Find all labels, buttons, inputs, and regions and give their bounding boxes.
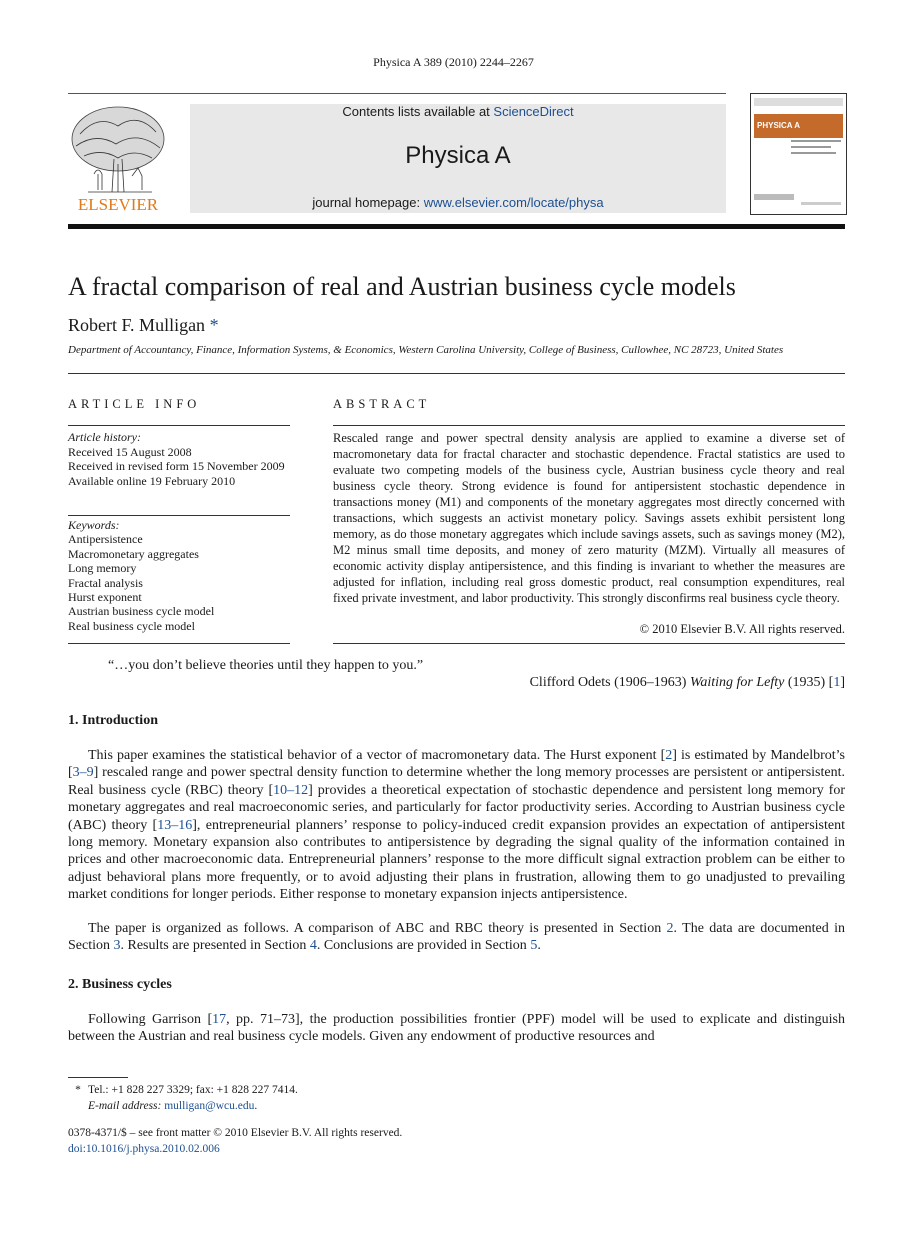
footnote (68, 1082, 298, 1114)
keyword: Austrian business cycle model (68, 604, 215, 619)
reference-link[interactable]: 13–16 (157, 817, 193, 833)
footnote-mark: * (75, 1084, 81, 1096)
epigraph-year: (1935) [ (784, 675, 834, 690)
body-text-run: . (537, 938, 541, 954)
keyword: Long memory (68, 561, 137, 576)
sciencedirect-link[interactable]: ScienceDirect (493, 104, 574, 119)
epigraph-work: Waiting for Lefty (689, 675, 785, 690)
reference-link[interactable]: 2 (665, 748, 673, 763)
meta-rule (68, 373, 845, 374)
body-text-run: This paper examines the statistical behavior of a vector of macromonetary data. The Hurst exponent [ (88, 748, 666, 763)
keyword: Hurst exponent (68, 590, 142, 605)
body-text-run: , pp. 71–73], the production possibilities frontier (PPF) model will be used to explicate and distinguish between the Austrian and real business cycle models. Given any endowment of productive resources and (68, 1012, 845, 1045)
affiliation: Department of Accountancy, Finance, Information Systems, & Economics, Western Carolina University, College of Business, Cullowhee, NC 28723, United States (68, 344, 784, 356)
svg-text:ELSEVIER: ELSEVIER (77, 195, 159, 214)
epigraph-close: ] (840, 675, 845, 690)
info-rule (68, 425, 290, 426)
abstract-rule (333, 425, 845, 426)
journal-cover-thumbnail (750, 93, 847, 215)
epigraph-author: Clifford Odets (1906–1963) (529, 675, 690, 690)
history-item: Received 15 August 2008 (68, 444, 192, 459)
author-line (68, 315, 219, 336)
epigraph-attribution (333, 675, 845, 691)
article-title: A fractal comparison of real and Austrian business cycle models (68, 272, 736, 301)
body-text-run: . Results are presented in Section (120, 938, 310, 954)
issn-line: 0378-4371/$ – see front matter © 2010 Elsevier B.V. All rights reserved. (68, 1127, 403, 1139)
history-item: Received in revised form 15 November 2009 (68, 459, 285, 473)
body-text-run: Following Garrison [ (88, 1012, 213, 1027)
header-thick-rule (68, 224, 845, 229)
elsevier-logo (68, 104, 168, 214)
body-paragraph (68, 747, 845, 904)
abstract-copyright: © 2010 Elsevier B.V. All rights reserved. (639, 622, 845, 636)
body-text-run: ] rescaled range and power spectral density function to determine whether the long memory processes are persistent or antipersistent. Real business cycle (RBC) theory [ (68, 765, 845, 798)
keyword: Real business cycle model (68, 618, 195, 633)
abstract-rule (333, 643, 845, 644)
reference-link[interactable]: 3–9 (72, 765, 94, 781)
homepage-prefix: journal homepage: (312, 195, 424, 210)
reference-link[interactable]: 1 (833, 675, 841, 690)
body-text-run: . The data are documented in Section (68, 921, 845, 954)
email-link[interactable]: mulligan@wcu.edu (164, 1100, 255, 1112)
epigraph-quote: “…you don’t believe theories until they happen to you.” (108, 658, 424, 673)
keywords (68, 518, 290, 633)
info-rule (68, 515, 290, 516)
keyword: Antipersistence (68, 532, 143, 547)
contents-line (190, 104, 726, 119)
article-history (68, 430, 290, 488)
journal-banner (190, 104, 726, 213)
header-rule (68, 93, 726, 94)
body-paragraph (68, 1011, 845, 1046)
body-paragraph (68, 920, 845, 955)
email-label: E-mail address: (88, 1100, 165, 1112)
keywords-label: Keywords: (68, 518, 120, 532)
article-info-heading: ARTICLE INFO (68, 397, 201, 411)
body-text-run: ] provides a theoretical expectation of stochastic dependence and persistent long memory for monetary aggregates and real macroeconomic series, and particularly for factor productivity series. According to Austrian business cycle (ABC) theory [ (68, 782, 845, 833)
keyword: Macromonetary aggregates (68, 546, 199, 561)
homepage-link[interactable]: www.elsevier.com/locate/physa (423, 195, 604, 210)
abstract-heading: ABSTRACT (333, 397, 431, 411)
footnote-email-line (68, 1098, 298, 1114)
history-item: Available online 19 February 2010 (68, 473, 236, 488)
journal-name: Physica A (405, 142, 511, 169)
corresponding-author-mark[interactable]: * (209, 315, 219, 335)
contents-prefix: Contents lists available at (342, 104, 494, 119)
reference-link[interactable]: 10–12 (273, 782, 309, 798)
svg-text:PHYSICA A: PHYSICA A (757, 121, 800, 130)
reference-link[interactable]: 4 (309, 938, 317, 954)
body-text-run: ], entrepreneurial planners’ response to policy-induced credit expansion provides an expectation of antipersistent long memory. Monetary expansion also contributes to antipersistence by degrading the signal quality of the information contained in prices and other macroeconomic data. Entrepreneurial planners’ response to the more difficult signal extraction problem can be either to adjust behavioral plans more frequently, or to avoid adjusting their plans in frustration, allowing them to go unadjusted to prevailing market conditions for longer periods. Either response to monetary expansion injects antipersistence. (68, 817, 846, 903)
history-label: Article history: (68, 430, 141, 444)
reference-link[interactable]: 3 (113, 938, 121, 954)
journal-cover-icon (751, 94, 846, 214)
elsevier-tree-icon (68, 104, 168, 214)
reference-link[interactable]: 2 (666, 921, 674, 936)
body-text-run: . Conclusions are provided in Section (316, 938, 531, 954)
author-name: Robert F. Mulligan (68, 315, 206, 335)
info-rule (68, 643, 290, 644)
section-heading-introduction: 1. Introduction (68, 713, 158, 728)
section-heading-business-cycles: 2. Business cycles (68, 977, 172, 992)
reference-link[interactable]: 17 (212, 1012, 227, 1027)
front-matter (68, 1125, 402, 1157)
footnote-contact: Tel.: +1 828 227 3329; fax: +1 828 227 7414. (88, 1084, 298, 1096)
homepage-line (190, 195, 726, 210)
abstract-text: Rescaled range and power spectral density analysis are applied to examine a diverse set of macromonetary data for fractal character and stochastic dependence. Fractal statistics are used to evaluate two competing models of the business cycle, Austrian business cycle theory and real business cycle theory. Strong evidence is found for antipersistent stochastic dependence in transactions money (M1) and components of the monetary aggregates most directly concerned with transactions, which suggests an activist monetary policy. Savings assets exhibit persistent long memory, as do those monetary aggregates which include savings assets, such as savings money (M2), M2 minus small time deposits, and money of zero maturity (MZM). Virtually all measures of economic activity display antipersistence, and this finding is invariant to whether the measures are adjusted for inflation, including real gross domestic product, real consumption expenditures, real fixed private investment, and labor productivity. This strongly disconfirms real business cycle theory. (333, 431, 845, 606)
keyword: Fractal analysis (68, 575, 143, 590)
footnote-contact-line (68, 1082, 298, 1098)
body-text-run: The paper is organized as follows. A comparison of ABC and RBC theory is presented in Section (88, 921, 667, 936)
journal-citation: Physica A 389 (2010) 2244–2267 (373, 55, 534, 69)
reference-link[interactable]: 5 (530, 938, 538, 954)
body-text-run: ] is estimated by Mandelbrot’s [ (68, 748, 845, 781)
footnote-rule (68, 1077, 128, 1078)
email-end: . (254, 1100, 258, 1112)
doi-link[interactable]: doi:10.1016/j.physa.2010.02.006 (68, 1143, 220, 1155)
